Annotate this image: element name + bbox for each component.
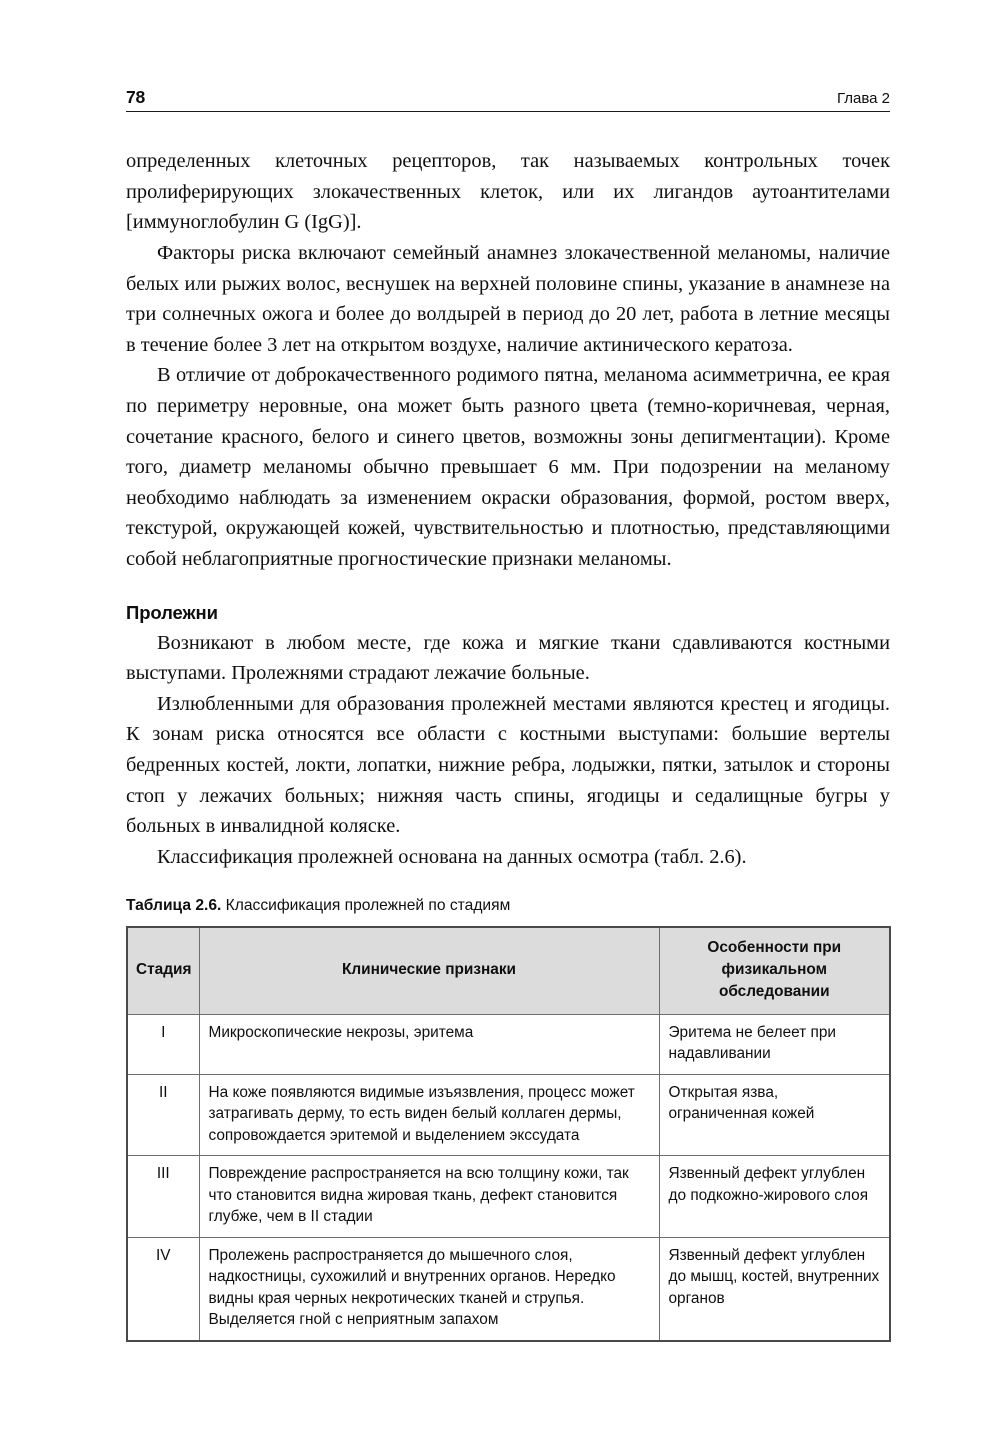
table-row [127,1156,890,1238]
cell-physical-exam: Эритема не белеет при надавливании [659,1014,890,1074]
column-header-stage: Стадия [127,927,199,1015]
table-header-row [127,927,890,1015]
pressure-ulcer-stage-table [126,926,891,1342]
column-header-clinical-signs: Клинические признаки [199,927,659,1015]
cell-stage: III [127,1156,199,1238]
paragraph-risk-zones: Излюбленными для образования пролежней местами являются крестец и ягодицы. К зонам риска относятся все области с костными выступами: большие вертелы бедренных костей, локти, лопатки, нижние ребра, лодыжки, пятки, затылок и стороны стоп у лежачих больных; нижняя часть спины, ягодицы и седалищные бугры у больных в инвалидной коляске. [126,692,890,838]
cell-physical-exam: Открытая язва, ограниченная кожей [659,1074,890,1156]
table-row [127,1074,890,1156]
cell-physical-exam: Язвенный дефект углублен до мышц, костей, внутренних органов [659,1237,890,1341]
paragraph-occurrence: Возникают в любом месте, где кожа и мягкие ткани сдавливаются костными выступами. Пролежнями страдают лежачие больные. [126,631,890,685]
table-caption-text: Классификация пролежней по стадиям [221,897,511,915]
cell-clinical-signs: Повреждение распространяется на всю толщину кожи, так что становится видна жировая ткань, дефект становится глубже, чем в II стадии [199,1156,659,1238]
section-heading-pressure-ulcers: Пролежни [126,601,218,623]
table-header [127,927,890,1015]
body-text [126,146,890,574]
cell-stage: I [127,1014,199,1074]
cell-clinical-signs: Пролежень распространяется до мышечного слоя, надкостницы, сухожилий и внутренних органов. Нередко видны края черных некротических тканей и струпья. Выделяется гной с неприятным запахом [199,1237,659,1341]
cell-physical-exam: Язвенный дефект углублен до подкожно-жирового слоя [659,1156,890,1238]
paragraph-risk-factors: Факторы риска включают семейный анамнез злокачественной меланомы, наличие белых или рыжих волос, веснушек на верхней половине спины, указание в анамнезе на три солнечных ожога и более до волдырей в период до 20 лет, работа в летние месяцы в течение более 3 лет на открытом воздухе, наличие актинического кератоза. [126,242,890,356]
cell-stage: IV [127,1237,199,1341]
section-body [126,628,890,873]
table-body [127,1014,890,1341]
table-row [127,1014,890,1074]
page-content [126,88,890,1342]
running-head [126,88,890,112]
paragraph-melanoma-features: В отличие от доброкачественного родимого пятна, меланома асимметрична, ее края по периметру неровные, она может быть разного цвета (темно-коричневая, черная, сочетание красного, белого и синего цветов, возможны зоны депигментации). Кроме того, диаметр меланомы обычно превышает 6 мм. При подозрении на меланому необходимо наблюдать за изменением окраски образования, формой, ростом вверх, текстурой, окружающей кожей, чувствительностью и плотностью, представляющими собой неблагоприятные прогностические признаки меланомы. [126,364,890,570]
table-row [127,1237,890,1341]
page-number: 78 [126,87,146,107]
column-header-physical-exam-line2: физикальном обследовании [718,960,830,1000]
table-caption [126,896,890,916]
column-header-physical-exam-line1: Особенности при [707,938,842,956]
cell-stage: II [127,1074,199,1156]
column-header-physical-exam [659,927,890,1015]
paragraph-intro: определенных клеточных рецепторов, так называемых контрольных точек пролиферирующих злокачественных клеток, или их лигандов аутоантителами [иммуноглобулин G (IgG)]. [126,150,890,234]
cell-clinical-signs: Микроскопические некрозы, эритема [199,1014,659,1074]
cell-clinical-signs: На коже появляются видимые изъязвления, процесс может затрагивать дерму, то есть виден белый коллаген дермы, сопровождается эритемой и выделением экссудата [199,1074,659,1156]
paragraph-classification-ref: Классификация пролежней основана на данных осмотра (табл. 2.6). [157,845,747,868]
chapter-label: Глава 2 [836,89,890,107]
table-caption-label: Таблица 2.6. [126,897,222,915]
